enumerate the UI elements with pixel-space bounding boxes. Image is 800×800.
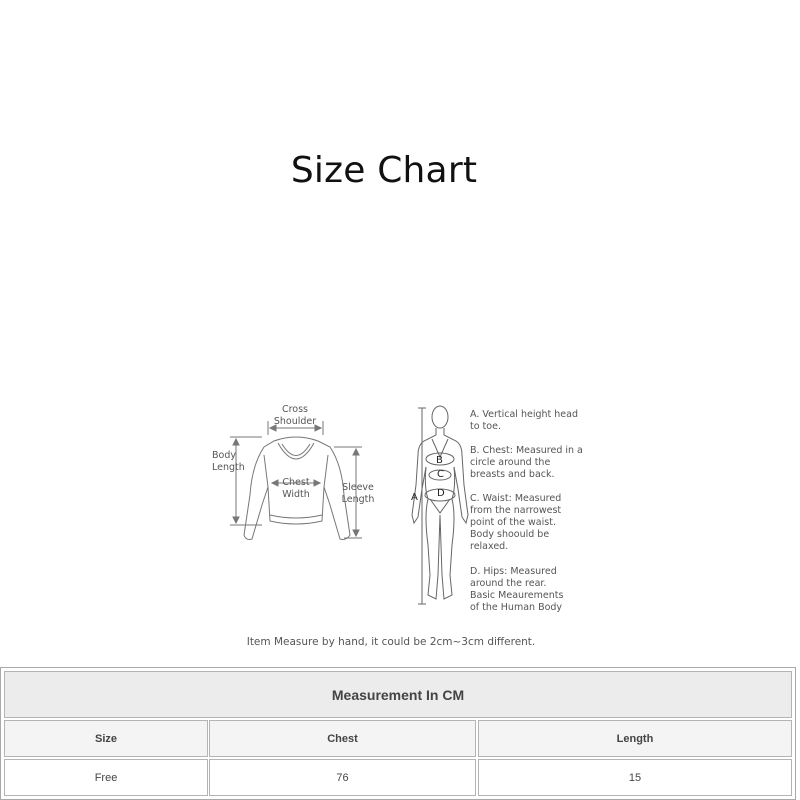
measurement-diagram (0, 395, 800, 620)
note-d: D. Hips: Measured around the rear. Basic Meaurements of the Human Body (470, 566, 564, 613)
table-cell-length: 15 (478, 759, 792, 796)
label-d: D (437, 488, 445, 499)
chest-width-label: Chest Width (282, 477, 310, 500)
sweater-illustration (0, 395, 800, 620)
cross-shoulder-label: Cross Shoulder (273, 404, 317, 427)
label-b: B (436, 455, 443, 466)
sleeve-length-label: Sleeve Length (341, 482, 375, 505)
size-table (0, 667, 796, 800)
column-header-length: Length (478, 720, 792, 757)
measure-caption: Item Measure by hand, it could be 2cm~3cm different. (246, 636, 536, 648)
column-header-chest: Chest (209, 720, 476, 757)
label-c: C (437, 469, 444, 480)
column-header-size: Size (4, 720, 208, 757)
page-title: Size Chart (290, 150, 478, 191)
note-c: C. Waist: Measured from the narrowest point of the waist. Body shoould be relaxed. (470, 493, 562, 552)
note-a: A. Vertical height head to toe. (470, 409, 578, 432)
body-length-label: Body Length (212, 450, 245, 473)
table-cell-size: Free (4, 759, 208, 796)
label-a: A (411, 492, 418, 503)
table-title: Measurement In CM (4, 671, 792, 718)
note-b: B. Chest: Measured in a circle around the breasts and back. (470, 445, 583, 480)
table-cell-chest: 76 (209, 759, 476, 796)
